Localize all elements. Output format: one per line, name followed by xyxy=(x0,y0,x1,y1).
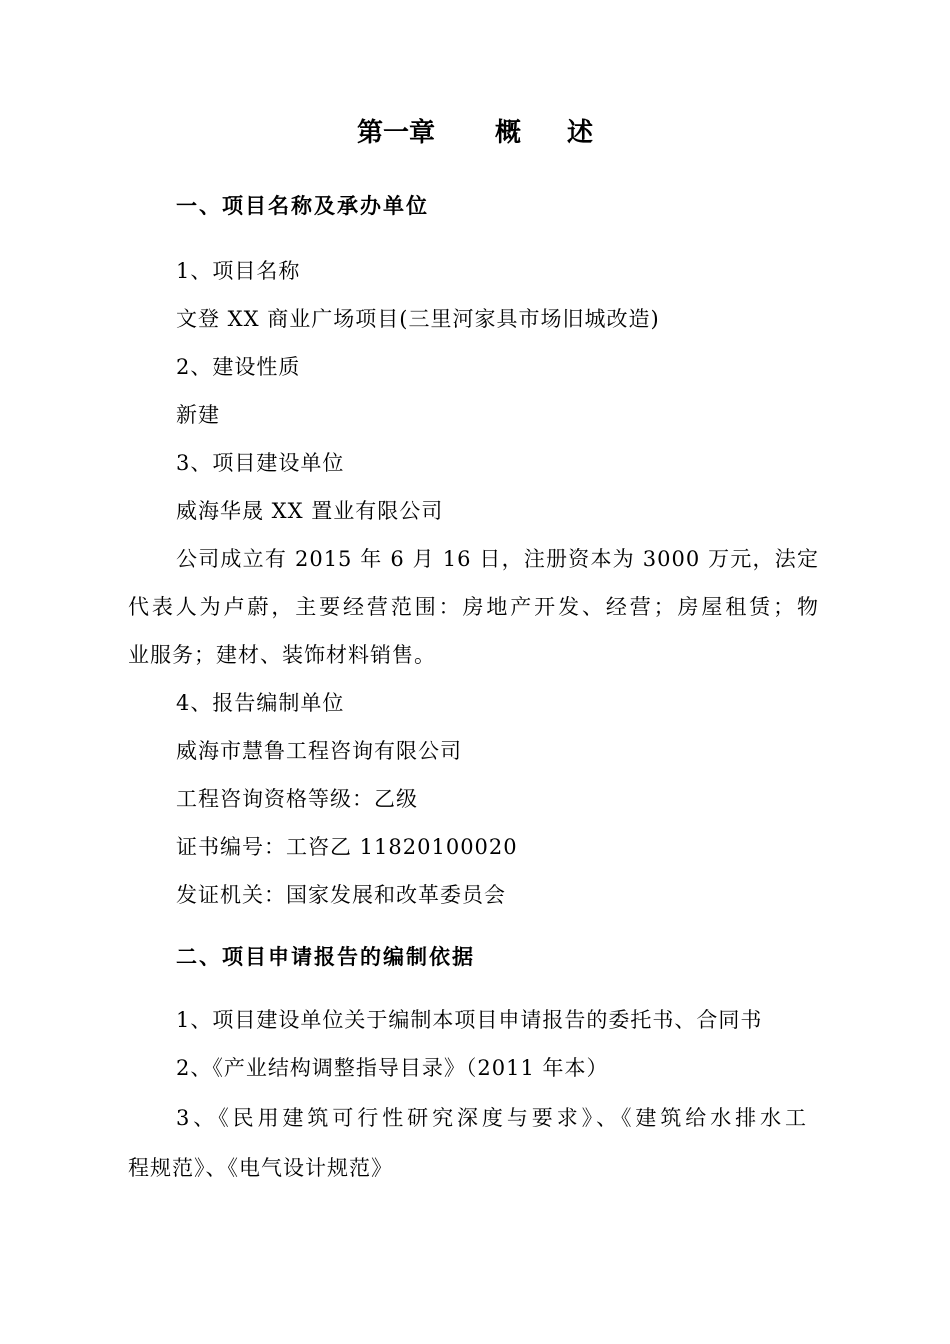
report-compiler: 威海市慧鲁工程咨询有限公司 xyxy=(176,739,462,763)
chapter-number: 第一章 xyxy=(356,118,435,148)
section-heading-2: 二、项目申请报告的编制依据 xyxy=(176,945,475,969)
certificate-number: 证书编号：工咨乙 11820100020 xyxy=(176,835,518,859)
company-paragraph-line: 业服务；建材、装饰材料销售。 xyxy=(128,643,436,667)
chapter-title-char-1: 概 xyxy=(494,118,521,148)
basis-item-line: 程规范》、《电气设计规范》 xyxy=(128,1156,393,1180)
company-paragraph-line: 代表人为卢蔚，主要经营范围：房地产开发、经营；房屋租赁；物 xyxy=(128,595,819,619)
item-label: 3、项目建设单位 xyxy=(176,451,345,475)
item-label: 1、项目名称 xyxy=(176,259,301,283)
construction-unit: 威海华晟 XX 置业有限公司 xyxy=(176,499,444,523)
issuing-authority: 发证机关：国家发展和改革委员会 xyxy=(176,883,506,907)
item-label: 2、建设性质 xyxy=(176,355,301,379)
qualification-level: 工程咨询资格等级：乙级 xyxy=(176,787,418,811)
basis-item-line: 3、《民用建筑可行性研究深度与要求》、《建筑给水排水工 xyxy=(176,1106,807,1130)
chapter-title-char-2: 述 xyxy=(567,118,594,148)
construction-nature: 新建 xyxy=(176,403,220,427)
basis-item: 1、项目建设单位关于编制本项目申请报告的委托书、合同书 xyxy=(176,1008,763,1032)
basis-item: 2、《产业结构调整指导目录》（2011 年本） xyxy=(176,1056,609,1080)
project-name: 文登 XX 商业广场项目(三里河家具市场旧城改造) xyxy=(176,307,660,331)
company-paragraph-line: 公司成立有 2015 年 6 月 16 日，注册资本为 3000 万元，法定 xyxy=(176,547,819,571)
item-label: 4、报告编制单位 xyxy=(176,691,345,715)
chapter-title xyxy=(0,116,950,150)
section-heading-1: 一、项目名称及承办单位 xyxy=(176,194,429,218)
